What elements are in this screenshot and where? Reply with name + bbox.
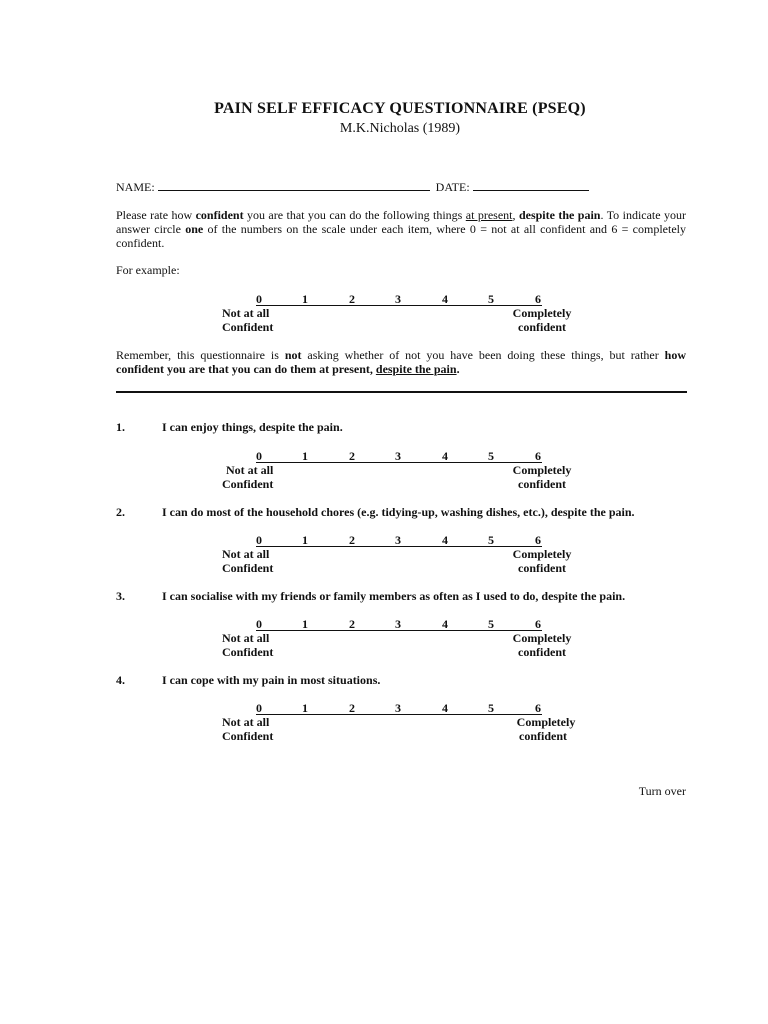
scale-option-6[interactable]: 6 xyxy=(535,533,541,547)
question-number: 1. xyxy=(116,420,125,434)
scale-option-2[interactable]: 2 xyxy=(349,292,355,306)
date-label: DATE: xyxy=(435,180,470,194)
scale-left-anchor: Not at all Confident xyxy=(222,306,274,334)
scale-option-3[interactable]: 3 xyxy=(395,533,401,547)
section-divider xyxy=(116,391,687,393)
page-title: PAIN SELF EFFICACY QUESTIONNAIRE (PSEQ) xyxy=(214,100,586,117)
name-label: NAME: xyxy=(116,180,155,194)
turn-over-note: Turn over xyxy=(638,784,686,798)
scale-option-4[interactable]: 4 xyxy=(442,617,448,631)
scale-option-6[interactable]: 6 xyxy=(535,617,541,631)
scale-option-2[interactable]: 2 xyxy=(349,701,355,715)
rating-scale-4 xyxy=(222,701,582,743)
question-number: 3. xyxy=(116,589,125,603)
scale-option-0[interactable]: 0 xyxy=(256,449,262,463)
scale-left-anchor: Not at all Confident xyxy=(222,463,274,491)
question-number: 4. xyxy=(116,673,125,687)
scale-option-5[interactable]: 5 xyxy=(488,617,494,631)
scale-option-4[interactable]: 4 xyxy=(442,533,448,547)
scale-option-0[interactable]: 0 xyxy=(256,617,262,631)
scale-option-3[interactable]: 3 xyxy=(395,701,401,715)
scale-option-0[interactable]: 0 xyxy=(256,292,262,306)
rating-scale-1 xyxy=(222,449,582,491)
name-field[interactable] xyxy=(158,179,430,191)
scale-right-anchor: Completely confident xyxy=(512,631,572,659)
rating-scale-2 xyxy=(222,533,582,575)
example-label: For example: xyxy=(116,263,180,277)
scale-option-1[interactable]: 1 xyxy=(302,701,308,715)
scale-option-2[interactable]: 2 xyxy=(349,617,355,631)
scale-option-5[interactable]: 5 xyxy=(488,449,494,463)
scale-right-anchor: Completely confident xyxy=(512,547,572,575)
scale-option-1[interactable]: 1 xyxy=(302,292,308,306)
date-field[interactable] xyxy=(473,179,589,191)
scale-option-5[interactable]: 5 xyxy=(488,701,494,715)
scale-left-anchor: Not at all Confident xyxy=(222,547,274,575)
scale-right-anchor: Completely confident xyxy=(516,715,576,743)
scale-option-1[interactable]: 1 xyxy=(302,449,308,463)
header-fields xyxy=(116,179,696,194)
scale-option-1[interactable]: 1 xyxy=(302,617,308,631)
question-number: 2. xyxy=(116,505,125,519)
scale-option-0[interactable]: 0 xyxy=(256,701,262,715)
scale-option-3[interactable]: 3 xyxy=(395,449,401,463)
scale-option-3[interactable]: 3 xyxy=(395,617,401,631)
scale-option-2[interactable]: 2 xyxy=(349,449,355,463)
scale-option-6[interactable]: 6 xyxy=(535,449,541,463)
scale-option-1[interactable]: 1 xyxy=(302,533,308,547)
scale-left-anchor: Not at all Confident xyxy=(222,631,274,659)
example-scale xyxy=(222,292,582,334)
question-text: I can enjoy things, despite the pain. xyxy=(162,420,343,434)
scale-right-anchor: Completely confident xyxy=(512,463,572,491)
scale-option-4[interactable]: 4 xyxy=(442,701,448,715)
scale-option-2[interactable]: 2 xyxy=(349,533,355,547)
question-text: I can cope with my pain in most situations. xyxy=(162,673,381,687)
scale-option-3[interactable]: 3 xyxy=(395,292,401,306)
scale-left-anchor: Not at all Confident xyxy=(222,715,274,743)
scale-option-6[interactable]: 6 xyxy=(535,292,541,306)
question-text: I can socialise with my friends or family members as often as I used to do, despite the pain. xyxy=(162,589,626,603)
scale-option-0[interactable]: 0 xyxy=(256,533,262,547)
scale-option-6[interactable]: 6 xyxy=(535,701,541,715)
author-citation: M.K.Nicholas (1989) xyxy=(339,121,461,136)
scale-option-4[interactable]: 4 xyxy=(442,449,448,463)
reminder-text: Remember, this questionnaire is not asking whether of not you have been doing these things, but rather how confident you are that you can do them at present, despite the pain. xyxy=(116,348,686,376)
scale-option-5[interactable]: 5 xyxy=(488,533,494,547)
rating-scale-3 xyxy=(222,617,582,659)
instructions: Please rate how confident you are that you can do the following things at present, despite the pain. To indicate your answer circle one of the numbers on the scale under each item, where 0 = not at all confident and 6 = completely confident. xyxy=(116,208,687,250)
scale-right-anchor: Completely confident xyxy=(512,306,572,334)
scale-option-4[interactable]: 4 xyxy=(442,292,448,306)
scale-option-5[interactable]: 5 xyxy=(488,292,494,306)
question-text: I can do most of the household chores (e.g. tidying-up, washing dishes, etc.), despite the pain. xyxy=(162,505,635,519)
